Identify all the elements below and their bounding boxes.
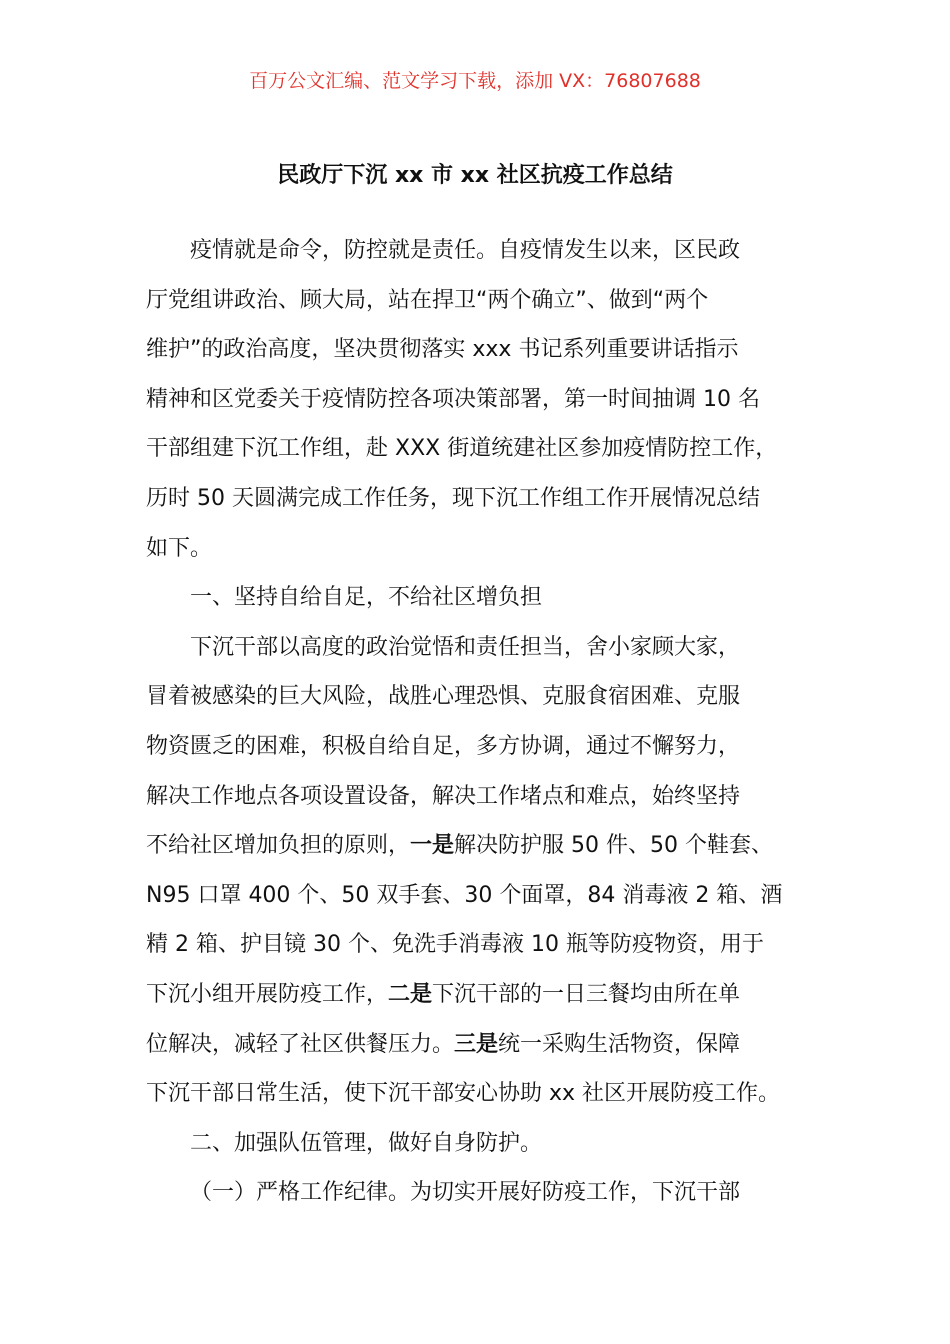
paragraph-2-line-10: 下沉干部日常生活，使下沉干部安心协助 xx 社区开展防疫工作。	[146, 1081, 781, 1107]
text-run: 统一采购生活物资，保障	[498, 1031, 741, 1057]
paragraph-2-line-1: 下沉干部以高度的政治觉悟和责任担当，舍小家顾大家，	[190, 634, 741, 660]
paragraph-2-line-6: N95 口罩 400 个、50 双手套、30 个面罩，84 消毒液 2 箱、酒	[146, 882, 783, 908]
paragraph-1-line-3: 维护”的政治高度，坚决贯彻落实 xxx 书记系列重要讲话指示	[146, 337, 739, 363]
section-heading-2: 二、加强队伍管理，做好自身防护。	[190, 1130, 543, 1156]
section-heading-1: 一、坚持自给自足，不给社区增负担	[190, 585, 543, 611]
paragraph-2-line-4: 解决工作地点各项设置设备，解决工作堵点和难点，始终坚持	[146, 783, 741, 809]
paragraph-2-line-3: 物资匮乏的困难，积极自给自足，多方协调，通过不懈努力，	[146, 733, 741, 759]
paragraph-1-line-6: 历时 50 天圆满完成工作任务，现下沉工作组工作开展情况总结	[146, 485, 760, 511]
document-body	[146, 226, 830, 1218]
paragraph-2-line-2: 冒着被感染的巨大风险，战胜心理恐惧、克服食宿困难、克服	[146, 684, 741, 710]
paragraph-2-line-8	[146, 970, 830, 1020]
paragraph-3-line-1: （一）严格工作纪律。为切实开展好防疫工作，下沉干部	[190, 1180, 741, 1206]
emphasis-third: 三是	[454, 1031, 499, 1057]
paragraph-1-line-1: 疫情就是命令，防控就是责任。自疫情发生以来，区民政	[190, 238, 741, 263]
text-run: 下沉干部的一日三餐均由所在单	[432, 981, 741, 1007]
emphasis-first: 一是	[410, 833, 455, 859]
paragraph-2-line-5	[146, 821, 830, 871]
watermark-banner: 百万公文汇编、范文学习下载，添加 VX：76807688	[249, 70, 701, 92]
document-title: 民政厅下沉 xx 市 xx 社区抗疫工作总结	[277, 163, 673, 188]
emphasis-second: 二是	[388, 981, 433, 1007]
paragraph-1-line-4: 精神和区党委关于疫情防控各项决策部署，第一时间抽调 10 名	[146, 386, 760, 412]
paragraph-1-line-7: 如下。	[146, 535, 213, 561]
text-run: 解决防护服 50 件、50 个鞋套、	[454, 833, 773, 859]
paragraph-1-line-2: 厅党组讲政治、顾大局，站在捍卫“两个确立”、做到“两个	[146, 287, 709, 313]
paragraph-2-line-7: 精 2 箱、护目镜 30 个、免洗手消毒液 10 瓶等防疫物资，用于	[146, 932, 764, 958]
text-run: 下沉小组开展防疫工作，	[146, 981, 389, 1007]
text-run: 不给社区增加负担的原则，	[146, 833, 411, 859]
text-run: 位解决，减轻了社区供餐压力。	[146, 1031, 455, 1057]
paragraph-1-line-5: 干部组建下沉工作组，赴 XXX 街道统建社区参加疫情防控工作，	[146, 436, 778, 462]
paragraph-2-line-9	[146, 1020, 830, 1070]
